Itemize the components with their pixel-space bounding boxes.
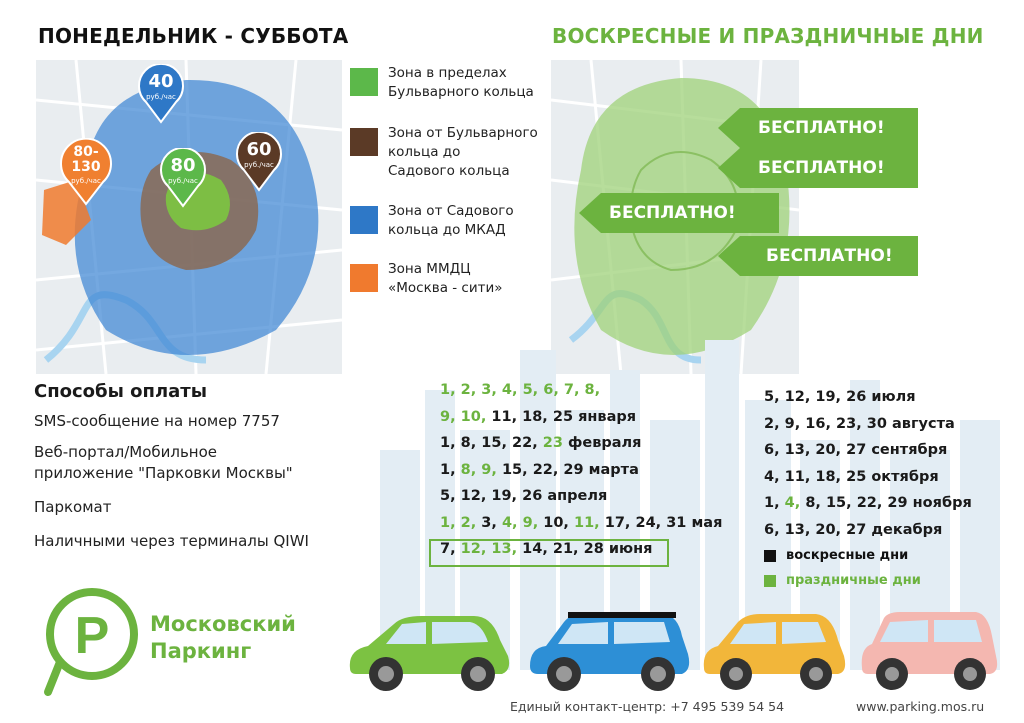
calendar-line [440,488,607,504]
legend-label: Зона ММДЦ «Москва - сити» [388,261,503,296]
june-highlight-box [429,539,669,567]
sunday-dates: 10, [543,514,574,531]
calendar-line [764,442,947,458]
free-banner-4 [740,236,918,276]
calendar-legend-sundays [764,548,908,563]
legend-swatch [764,550,776,562]
pin-unit: руб./час [244,161,274,169]
car-blue-illustration [524,606,694,694]
arrow-left-icon [718,108,740,148]
legend-item-boulevard-garden [350,124,538,181]
footer-contact-center: Единый контакт-центр: +7 495 539 54 54 [510,699,785,714]
brand-name-line1: Московский [150,612,296,636]
free-label: БЕСПЛАТНО! [766,246,893,266]
legend-item-boulevard [350,64,534,102]
payment-web-mobile: Веб-портал/Мобильное приложение "Парковки Москвы" [34,443,293,482]
sunday-dates: февраля [562,435,642,451]
legend-swatch [350,68,378,96]
pin-unit: руб./час [168,177,198,185]
calendar-line [440,462,639,478]
sunday-dates: 6, 13, 20, 27 сентября [764,442,948,458]
price-pin-80 [158,148,208,208]
calendar-legend-holidays [764,573,921,588]
sunday-dates: 1, [440,461,461,478]
sunday-dates: 7, [440,541,461,557]
sunday-dates: 4, 11, 18, 25 октября [764,468,939,485]
pin-price: 80- 130 [71,144,101,175]
sunday-dates: 1, [764,495,785,511]
sunday-dates: 6, 13, 20, 27 декабря [764,521,943,538]
sunday-dates: 15, 22, 29 марта [501,461,639,478]
parking-logo-icon [40,582,150,698]
car-yellow-illustration [698,608,850,694]
weekday-map-graphic [36,60,342,374]
sunday-dates: 11, 18, 25 января [491,408,637,425]
arrow-left-icon [718,148,740,188]
legend-label: Зона от Бульварного кольца до Садового кольца [388,125,538,179]
pin-price: 40 [148,71,174,92]
holiday-dates: 11, [574,514,605,531]
holiday-dates: 12, 13, [460,541,523,557]
pin-unit: руб./час [146,93,176,101]
calendar-line [440,409,636,425]
holiday-dates: 1, 2, 3, 4, 5, 6, 7, 8, [440,382,601,398]
arrow-left-icon [579,193,601,233]
calendar-line [764,416,955,432]
price-pin-40 [136,64,186,124]
price-pin-60 [234,132,284,192]
holiday-dates: 23 [542,435,563,451]
sunday-dates: 1, 8, 15, 22, [440,435,543,451]
payment-parkomat: Паркомат [34,498,112,516]
legend-item-moscow-city [350,260,503,298]
holiday-dates: 1, 2, [440,514,482,531]
car-pink-illustration [856,608,1004,694]
sunday-dates: 3, [481,514,502,531]
legend-swatch [350,264,378,292]
free-banner-1 [740,108,918,148]
legend-swatch [350,206,378,234]
price-pin-80-130 [58,138,114,206]
calendar-line [764,389,916,405]
sunday-dates: 17, 24, 31 мая [604,514,723,531]
calendar-line [764,495,972,511]
free-label: БЕСПЛАТНО! [609,203,736,223]
svg-text:P: P [74,607,110,665]
calendar-line [764,469,939,485]
holiday-dates: 9, 10, [440,408,492,425]
holiday-dates: 8, 9, [460,461,502,478]
legend-item-garden-mkad [350,202,514,240]
sunday-dates: 8, 15, 22, 29 ноября [805,495,972,511]
footer-website-link[interactable]: www.parking.mos.ru [856,699,985,714]
calendar-line [440,515,722,531]
arrow-left-icon [718,236,740,276]
weekday-title: ПОНЕДЕЛЬНИК - СУББОТА [38,24,349,48]
legend-swatch [764,575,776,587]
weekend-title: ВОСКРЕСНЫЕ И ПРАЗДНИЧНЫЕ ДНИ [552,24,984,48]
calendar-line [764,522,942,538]
brand-name-line2: Паркинг [150,639,252,663]
free-label: БЕСПЛАТНО! [758,158,885,178]
holiday-dates: 4, 9, [501,514,544,531]
sunday-dates: 2, 9, 16, 23, 30 августа [764,415,955,432]
payment-sms: SMS-сообщение на номер 7757 [34,412,280,430]
payment-title: Способы оплаты [34,381,208,402]
legend-label: воскресные дни [786,548,909,563]
legend-swatch [350,128,378,156]
car-green-illustration [342,606,514,694]
sunday-dates: 14, 21, 28 июня [522,541,653,557]
calendar-line [440,435,642,451]
payment-qiwi: Наличными через терминалы QIWI [34,532,309,550]
pin-price: 80 [170,155,196,176]
free-banner-3 [601,193,779,233]
free-label: БЕСПЛАТНО! [758,118,885,138]
sunday-dates: 5, 12, 19, 26 апреля [440,488,608,504]
calendar-line [440,382,600,398]
legend-label: Зона от Садового кольца до МКАД [388,203,514,238]
weekday-zone-map [36,60,342,374]
holiday-dates: 4, [784,495,806,511]
free-banner-2 [740,148,918,188]
legend-label: праздничные дни [786,573,921,588]
sunday-dates: 5, 12, 19, 26 июля [764,389,916,405]
legend-label: Зона в пределах Бульварного кольца [388,65,534,100]
pin-price: 60 [246,139,272,160]
pin-unit: руб./час [71,177,101,185]
